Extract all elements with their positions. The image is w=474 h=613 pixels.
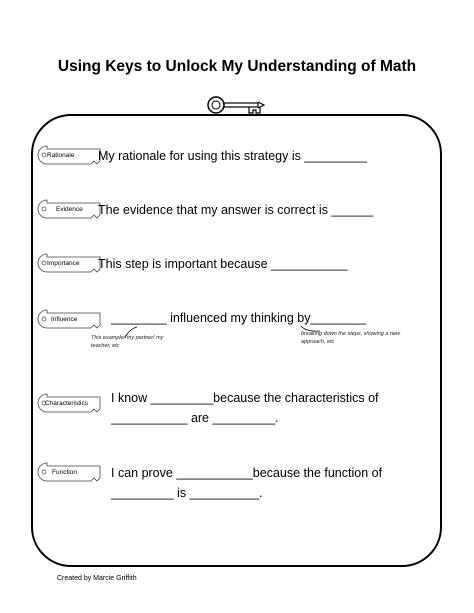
key-label-importance: Importance <box>47 260 80 267</box>
note-influence-who: This example/ my partner/ my teacher, etc <box>91 335 164 349</box>
key-label-evidence: Evidence <box>56 206 83 213</box>
key-label-rationale: Rationale <box>47 152 75 159</box>
prompt-evidence: The evidence that my answer is correct is ______ <box>98 203 374 217</box>
prompt-characteristics-line2: ___________ are _________. <box>111 411 279 425</box>
key-label-characteristics: Characteristics <box>45 400 88 407</box>
key-label-function: Function <box>52 469 77 476</box>
prompt-importance: This step is important because ___________ <box>98 257 348 271</box>
skeleton-key-icon <box>205 94 269 116</box>
prompt-characteristics-line1: I know _________because the characteristics of <box>111 391 379 405</box>
prompt-influence: ________ influenced my thinking by________ <box>111 311 367 325</box>
prompt-function-line1: I can prove ___________because the function of <box>111 466 383 480</box>
author-credit: Created by Marcie Griffith <box>57 575 137 582</box>
note-influence-how: breaking down the steps, showing a new approach, etc <box>301 331 401 345</box>
prompt-rationale: My rationale for using this strategy is _________ <box>98 149 367 163</box>
page-title: Using Keys to Unlock My Understanding of Math <box>57 58 417 75</box>
prompt-function-line2: _________ is __________. <box>111 486 263 500</box>
key-label-influence: Influence <box>51 316 78 323</box>
